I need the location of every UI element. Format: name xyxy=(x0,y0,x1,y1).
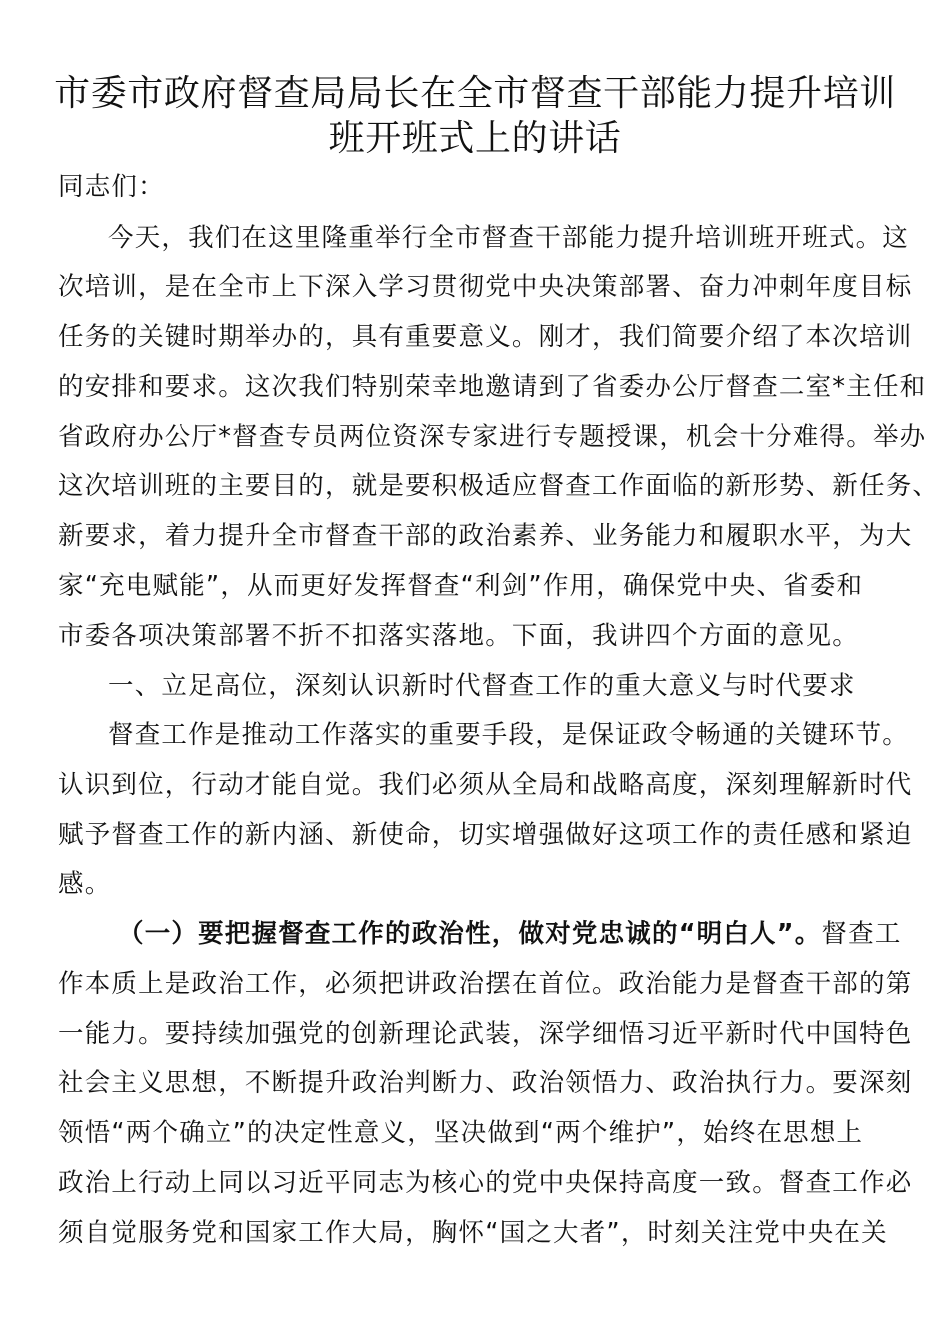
salutation: 同志们： xyxy=(58,172,165,202)
paragraph-line: 一能力。要持续加强党的创新理论武装，深学细悟习近平新时代中国特色 xyxy=(58,1019,913,1049)
paragraph-line: 社会主义思想，不断提升政治判断力、政治领悟力、政治执行力。要深刻 xyxy=(58,1068,913,1098)
subsection-heading: （一）要把握督查工作的政治性，做对党忠诚的“明白人”。 xyxy=(118,919,822,949)
paragraph-line: 认识到位，行动才能自觉。我们必须从全局和战略高度，深刻理解新时代 xyxy=(58,770,913,800)
document-title-line-2: 班开班式上的讲话 xyxy=(328,118,622,159)
paragraph-line: 作本质上是政治工作，必须把讲政治摆在首位。政治能力是督查干部的第 xyxy=(58,969,913,999)
paragraph-line: 市委各项决策部署不折不扣落实落地。下面，我讲四个方面的意见。 xyxy=(58,621,860,651)
paragraph-line: 次培训，是在全市上下深入学习贯彻党中央决策部署、奋力冲刺年度目标 xyxy=(58,272,913,302)
paragraph-line: 家“充电赋能”，从而更好发挥督查“利剑”作用，确保党中央、省委和 xyxy=(58,571,864,601)
paragraph-line: 领悟“两个确立”的决定性意义，坚决做到“两个维护”，始终在思想上 xyxy=(58,1118,864,1148)
paragraph-line: 赋予督查工作的新内涵、新使命，切实增强做好这项工作的责任感和紧迫 xyxy=(58,820,913,850)
paragraph-text: 督查工 xyxy=(821,919,902,949)
document-title-line-1: 市委市政府督查局局长在全市督查干部能力提升培训 xyxy=(54,73,896,114)
paragraph-line: 须自觉服务党和国家工作大局，胸怀“国之大者”，时刻关注党中央在关 xyxy=(58,1218,888,1248)
paragraph-line: 新要求，着力提升全市督查干部的政治素养、业务能力和履职水平，为大 xyxy=(58,521,913,551)
paragraph-line: 这次培训班的主要目的，就是要积极适应督查工作面临的新形势、新任务、 xyxy=(58,471,940,501)
paragraph-line: 感。 xyxy=(58,869,112,899)
paragraph-line: 今天，我们在这里隆重举行全市督查干部能力提升培训班开班式。这 xyxy=(108,223,910,253)
paragraph-line: 督查工作是推动工作落实的重要手段，是保证政令畅通的关键环节。 xyxy=(108,720,910,750)
paragraph-line: 任务的关键时期举办的，具有重要意义。刚才，我们简要介绍了本次培训 xyxy=(58,322,913,352)
paragraph-line: 的安排和要求。这次我们特别荣幸地邀请到了省委办公厅督查二室*主任和 xyxy=(58,372,927,402)
subsection-line xyxy=(118,917,948,951)
paragraph-line: 省政府办公厅*督查专员两位资深专家进行专题授课，机会十分难得。举办 xyxy=(58,422,927,452)
paragraph-line: 政治上行动上同以习近平同志为核心的党中央保持高度一致。督查工作必 xyxy=(58,1168,913,1198)
section-heading: 一、立足高位，深刻认识新时代督查工作的重大意义与时代要求 xyxy=(108,671,856,701)
